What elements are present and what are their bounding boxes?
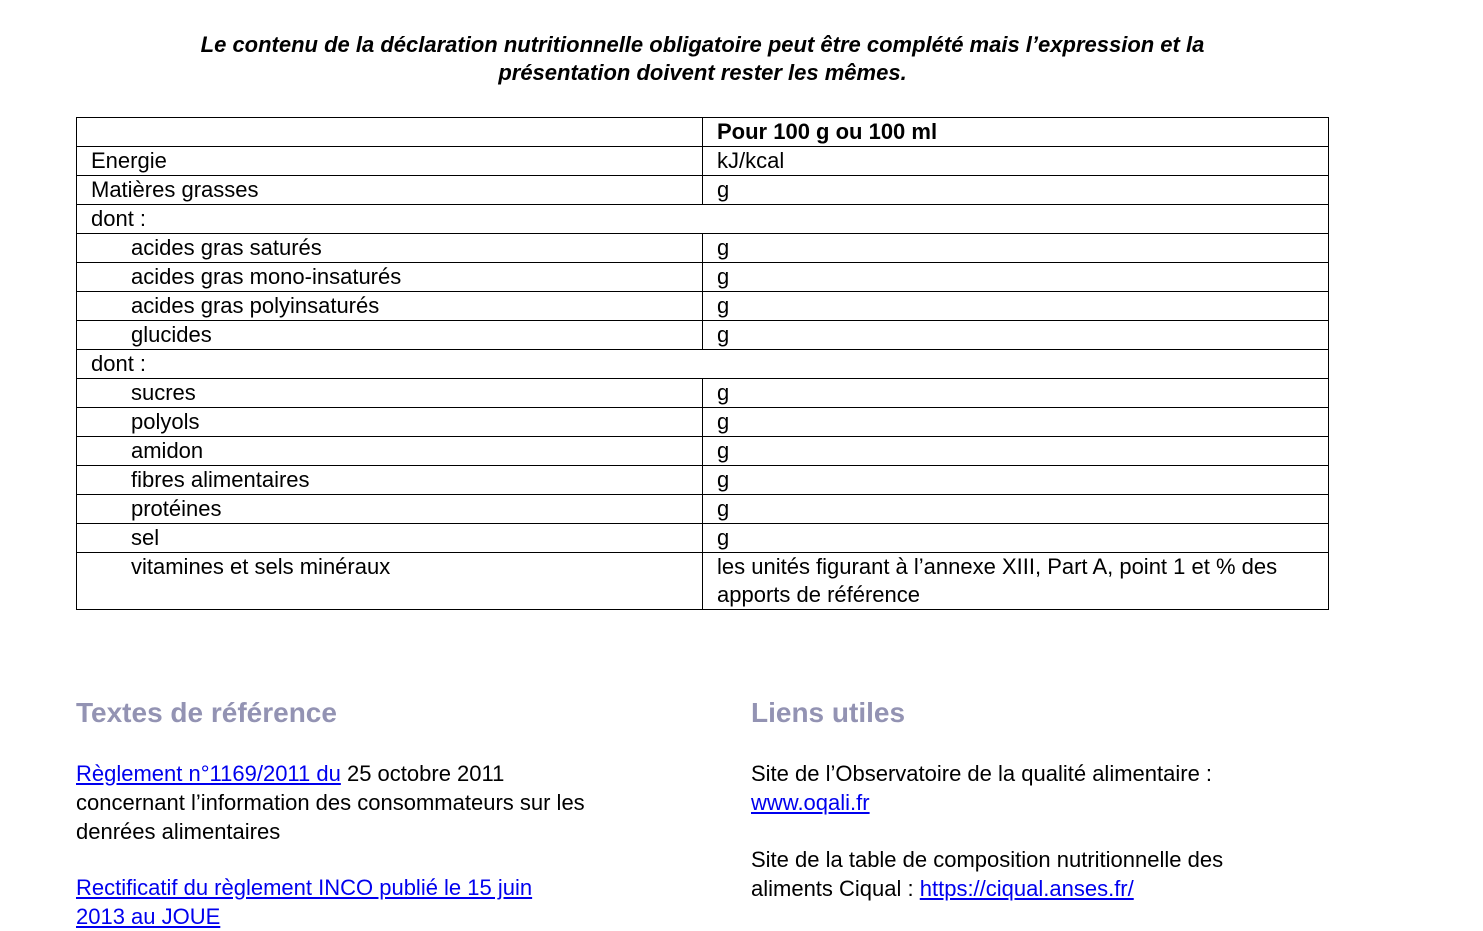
table-row (77, 147, 1329, 176)
row-unit: g (703, 292, 1329, 321)
row-unit: g (703, 408, 1329, 437)
link-item-oqali (751, 759, 1371, 817)
oqali-desc: Site de l’Observatoire de la qualité alimentaire : (751, 761, 1213, 786)
table-row-subheading (77, 205, 1329, 234)
row-label: polyols (77, 408, 703, 437)
intro-line-1: Le contenu de la déclaration nutritionnelle obligatoire peut être complété mais l’expression et la (200, 32, 1205, 57)
intro-line-2: présentation doivent rester les mêmes. (498, 60, 907, 85)
row-label: glucides (77, 321, 703, 350)
header-cell-per-100: Pour 100 g ou 100 ml (703, 118, 1329, 147)
row-label: Matières grasses (77, 176, 703, 205)
ciqual-desc-line-1: Site de la table de composition nutritionnelle des (751, 847, 1224, 872)
reglement-desc-line-3: denrées alimentaires (76, 819, 281, 844)
row-unit: g (703, 495, 1329, 524)
row-unit: g (703, 437, 1329, 466)
row-label: acides gras mono-insaturés (77, 263, 703, 292)
row-label: dont : (77, 205, 1329, 234)
intro-note (100, 31, 1305, 87)
row-unit: kJ/kcal (703, 147, 1329, 176)
reglement-1169-link[interactable]: Règlement n°1169/2011 du (76, 761, 341, 786)
table-row (77, 234, 1329, 263)
table-row (77, 292, 1329, 321)
row-unit: g (703, 176, 1329, 205)
table-row (77, 495, 1329, 524)
reglement-desc-line-2: concernant l’information des consommateurs sur les (76, 790, 585, 815)
ciqual-desc-prefix: aliments Ciqual : (751, 876, 920, 901)
rectificatif-link-line-2[interactable]: 2013 au JOUE (76, 904, 221, 929)
links-title: Liens utiles (751, 697, 906, 728)
reference-item-rectificatif (76, 873, 696, 931)
table-row (77, 408, 1329, 437)
row-label: acides gras saturés (77, 234, 703, 263)
references-title: Textes de référence (76, 697, 337, 728)
table-row (77, 263, 1329, 292)
row-label: sucres (77, 379, 703, 408)
table-row (77, 524, 1329, 553)
row-unit: g (703, 466, 1329, 495)
row-label: Energie (77, 147, 703, 176)
row-unit: les unités figurant à l’annexe XIII, Part A, point 1 et % des apports de référence (703, 553, 1329, 610)
oqali-link[interactable]: www.oqali.fr (751, 790, 870, 815)
reglement-date: 25 octobre 2011 (340, 761, 505, 786)
header-cell-label (77, 118, 703, 147)
table-row (77, 553, 1329, 610)
rectificatif-link-line-1[interactable]: Rectificatif du règlement INCO publié le 15 juin (76, 875, 533, 900)
table-row (77, 466, 1329, 495)
nutrition-declaration-table (76, 117, 1329, 610)
table-header-row (77, 118, 1329, 147)
table-row (77, 379, 1329, 408)
table-row (77, 176, 1329, 205)
row-label: protéines (77, 495, 703, 524)
link-item-ciqual (751, 845, 1371, 903)
row-unit: g (703, 263, 1329, 292)
row-unit: g (703, 524, 1329, 553)
row-label: acides gras polyinsaturés (77, 292, 703, 321)
table-row (77, 321, 1329, 350)
row-label: sel (77, 524, 703, 553)
row-unit: g (703, 379, 1329, 408)
row-label: amidon (77, 437, 703, 466)
reference-item-reglement (76, 759, 696, 846)
table-row (77, 437, 1329, 466)
row-label: fibres alimentaires (77, 466, 703, 495)
table-row-subheading (77, 350, 1329, 379)
row-label: dont : (77, 350, 1329, 379)
row-label: vitamines et sels minéraux (77, 553, 703, 610)
row-unit: g (703, 234, 1329, 263)
ciqual-link[interactable]: https://ciqual.anses.fr/ (919, 876, 1134, 901)
row-unit: g (703, 321, 1329, 350)
